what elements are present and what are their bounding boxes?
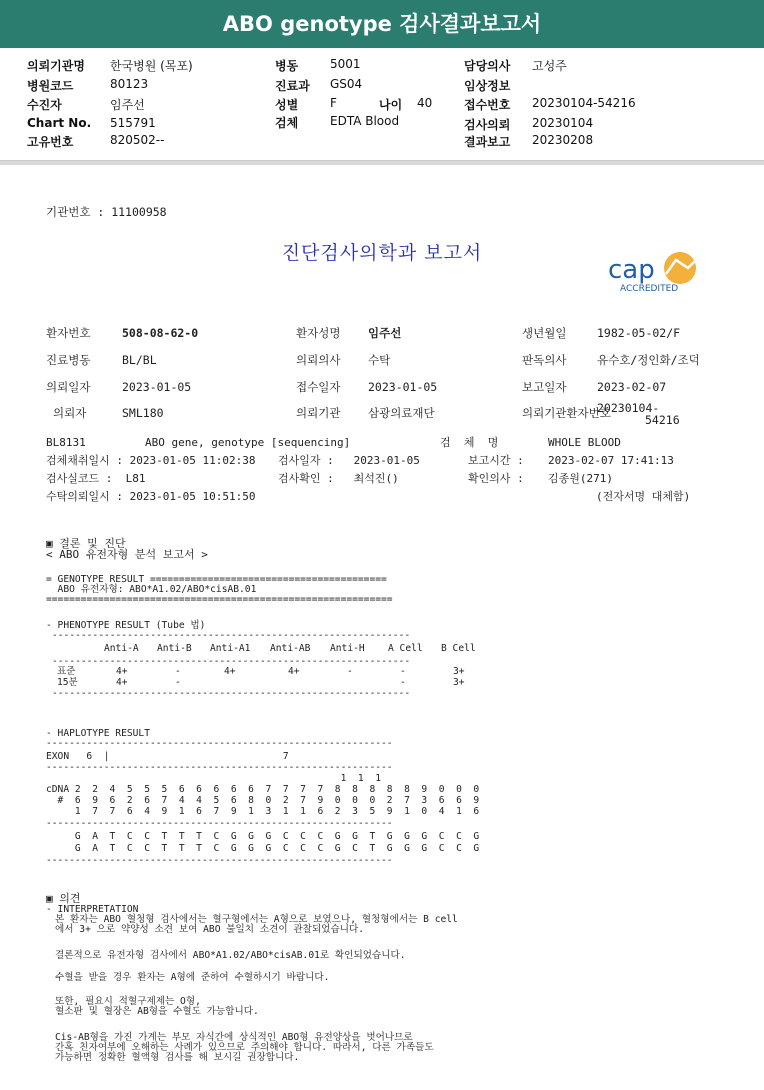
institution-number: 기관번호 : 11100958: [46, 205, 167, 219]
phenotype-rule: --------------------------------------------------------------: [52, 688, 411, 699]
hdr-value: 고성주: [532, 59, 567, 73]
patient-value: 2023-02-07: [597, 380, 667, 394]
hdr-value: 40: [417, 96, 433, 110]
phenotype-rule: --------------------------------------------------------------: [52, 630, 411, 641]
hdr-label: 접수번호: [464, 98, 511, 112]
patient-label: 환자번호: [46, 326, 91, 340]
patient-label: 환자성명: [296, 326, 341, 340]
haplotype-rule: ------------------------------------------------------------: [46, 738, 393, 749]
hdr-value: 20230104-54216: [532, 96, 636, 110]
phenotype-cell: 3+: [453, 666, 465, 677]
hdr-value: 20230104: [532, 116, 594, 130]
phenotype-column-header: A Cell: [388, 643, 423, 654]
hdr-label: 수진자: [27, 98, 62, 112]
patient-label: 의뢰일자: [46, 380, 91, 394]
phenotype-column-header: Anti-AB: [270, 643, 311, 654]
hdr-label: 의뢰기관명: [27, 59, 85, 73]
genotype-value: ABO 유전자형: ABO*A1.02/ABO*cisAB.01: [46, 584, 257, 595]
cap-logo-text: cap: [608, 255, 655, 285]
phenotype-column-header: B Cell: [441, 643, 476, 654]
hdr-label: 나이: [379, 98, 403, 112]
patient-label: 생년월일: [522, 326, 567, 340]
phenotype-cell: -: [175, 677, 181, 688]
test-info-field: BL8131: [46, 436, 86, 449]
test-info-field: 검 체 명: [440, 436, 499, 449]
test-info-field: 검체채취일시 : 2023-01-05 11:02:38: [46, 454, 256, 467]
patient-value: 삼광의료재단: [368, 406, 435, 420]
haplotype-rule: ------------------------------------------------------------: [46, 855, 393, 866]
hdr-label: 성별: [275, 98, 299, 112]
test-info-field: ABO gene, genotype [sequencing]: [145, 436, 351, 449]
page-title: ABO genotype 검사결과보고서: [0, 0, 764, 48]
test-info-field: 확인의사 :: [468, 472, 524, 485]
patient-value: 1982-05-02/F: [597, 326, 681, 340]
phenotype-column-header: Anti-H: [330, 643, 365, 654]
phenotype-cell: -: [400, 666, 406, 677]
cdna-line: 1 7 7 6 4 9 1 6 7 9 1 3 1 1 6 2 3 5 9 1 0 4 1 6: [46, 806, 480, 817]
patient-label: 보고일자: [522, 380, 567, 394]
section-result-heading: ▣ 결론 및 진단: [46, 537, 126, 550]
opinion-line: 에서 3+ 으로 약양성 소견 보여 ABO 불일치 소견이 관찰되었습니다.: [55, 924, 365, 935]
sequence-line: G A T C C T T T C G G G C C C G C T G G G C C G: [46, 843, 480, 854]
test-info-field: 보고시간 :: [468, 454, 524, 467]
patient-value: 2023-01-05: [122, 380, 192, 394]
hdr-label: 검사의뢰: [464, 118, 511, 132]
exon-line: EXON 6 | 7: [46, 751, 289, 762]
haplotype-rule: ------------------------------------------------------------: [46, 818, 393, 829]
opinion-line: Cis-AB형을 가진 가계는 부모 자식간에 상식적인 ABO형 유전양상을 벗어나므로: [55, 1032, 413, 1043]
hdr-label: 검체: [275, 116, 299, 130]
genotype-rule: ============================================================: [46, 594, 393, 605]
phenotype-rule: --------------------------------------------------------------: [52, 656, 411, 667]
phenotype-cell: 3+: [453, 677, 465, 688]
genotype-head: = GENOTYPE RESULT =========================================: [46, 574, 387, 585]
hdr-label: 임상정보: [464, 79, 511, 93]
patient-value: 임주선: [368, 326, 402, 340]
hdr-label: 병동: [275, 59, 299, 73]
patient-value: 유수호/정인화/조덕: [597, 353, 700, 367]
hdr-value: GS04: [330, 77, 363, 91]
opinion-line: 간혹 친자여부에 오해하는 사례가 있으므로 주의해야 합니다. 따라서, 다른 가족들도: [55, 1042, 434, 1053]
patient-value: 수탁: [368, 353, 391, 367]
hdr-label: 진료과: [275, 79, 310, 93]
cdna-line: # 6 9 6 2 6 7 4 4 5 6 8 0 2 7 9 0 0 0 2 7 3 6 6 9: [46, 795, 480, 806]
interpretation-head: - INTERPRETATION: [46, 904, 139, 915]
patient-value: 20230104-: [597, 401, 660, 415]
section-result-subheading: < ABO 유전자형 분석 보고서 >: [46, 548, 208, 561]
phenotype-row-label: 15분: [57, 677, 78, 688]
phenotype-cell: -: [400, 677, 406, 688]
hdr-value: 20230208: [532, 133, 594, 147]
hdr-label: Chart No.: [27, 116, 92, 130]
patient-label: 접수일자: [296, 380, 341, 394]
opinion-line: 혈소판 및 혈장은 AB형을 수혈도 가능합니다.: [55, 1006, 259, 1017]
hdr-value: 5001: [330, 57, 361, 71]
patient-value: 54216: [645, 413, 680, 427]
test-info-field: 2023-02-07 17:41:13: [548, 454, 674, 467]
hdr-value: F: [330, 96, 337, 110]
cdna-line: cDNA 2 2 4 5 5 5 6 6 6 6 6 7 7 7 7 8 8 8 8 8 9 0 0 0: [46, 784, 480, 795]
hdr-value: 820502--: [110, 133, 165, 147]
phenotype-cell: 4+: [116, 677, 128, 688]
patient-label: 의뢰기관: [296, 406, 341, 420]
hdr-value: 한국병원 (목포): [110, 59, 193, 73]
phenotype-column-header: Anti-A1: [210, 643, 251, 654]
patient-label: 의뢰자: [53, 406, 87, 420]
hdr-label: 담당의사: [464, 59, 511, 73]
phenotype-cell: 4+: [288, 666, 300, 677]
hdr-value: EDTA Blood: [330, 114, 400, 128]
hdr-value: 임주선: [110, 98, 145, 112]
header-divider: [0, 160, 764, 165]
patient-label: 의뢰의사: [296, 353, 341, 367]
cap-logo-subtext: ACCREDITED: [620, 284, 679, 294]
patient-label: 의뢰기관환자번호: [522, 406, 611, 420]
patient-value: 2023-01-05: [368, 380, 438, 394]
hdr-label: 결과보고: [464, 135, 511, 149]
cap-accredited-logo: [604, 248, 716, 296]
hdr-label: 고유번호: [27, 135, 74, 149]
haplotype-rule: ------------------------------------------------------------: [46, 762, 393, 773]
hdr-label: 병원코드: [27, 79, 74, 93]
patient-value: 508-08-62-0: [122, 326, 199, 340]
opinion-line: 본 환자는 ABO 혈청형 검사에서는 혈구형에서는 A형으로 보였으나, 혈청형에서는 B cell: [55, 914, 458, 925]
sequence-line: G A T C C T T T C G G G C C C G G T G G G C C G: [46, 831, 480, 842]
report-title: 진단검사의학과 보고서: [281, 242, 483, 264]
patient-value: SML180: [122, 406, 164, 420]
patient-label: 판독의사: [522, 353, 567, 367]
patient-value: BL/BL: [122, 353, 157, 367]
opinion-line: 수혈을 받을 경우 환자는 A형에 준하여 수혈하시기 바랍니다.: [55, 972, 330, 983]
opinion-line: 또한, 필요시 적혈구제제는 O형,: [55, 996, 201, 1007]
test-info-field: WHOLE BLOOD: [548, 436, 621, 449]
test-info-field: (전자서명 대체함): [596, 490, 691, 503]
phenotype-cell: 4+: [116, 666, 128, 677]
phenotype-cell: 4+: [224, 666, 236, 677]
phenotype-head: - PHENOTYPE RESULT (Tube 법): [46, 620, 206, 631]
test-info-field: 검사실코드 : L81: [46, 472, 146, 485]
hdr-value: 515791: [110, 116, 156, 130]
cdna-line: 1 1 1: [46, 773, 382, 784]
test-info-field: 검사일자 : 2023-01-05: [278, 454, 420, 467]
phenotype-column-header: Anti-B: [157, 643, 192, 654]
hdr-value: 80123: [110, 77, 149, 91]
opinion-line: 결론적으로 유전자형 검사에서 ABO*A1.02/ABO*cisAB.01로 확인되었습니다.: [55, 950, 406, 961]
test-info-field: 검사확인 : 최석진(): [278, 472, 399, 485]
phenotype-cell: -: [347, 666, 353, 677]
test-info-field: 김종원(271): [548, 472, 613, 485]
patient-label: 진료병동: [46, 353, 91, 367]
phenotype-cell: -: [175, 666, 181, 677]
phenotype-row-label: 표준: [57, 666, 76, 677]
phenotype-column-header: Anti-A: [104, 643, 139, 654]
haplotype-head: - HAPLOTYPE RESULT: [46, 728, 150, 739]
section-opinion-heading: ▣ 의견: [46, 892, 81, 905]
opinion-line: 가능하면 정확한 혈액형 검사를 해 보시길 권장합니다.: [55, 1052, 300, 1063]
test-info-field: 수탁의뢰일시 : 2023-01-05 10:51:50: [46, 490, 256, 503]
